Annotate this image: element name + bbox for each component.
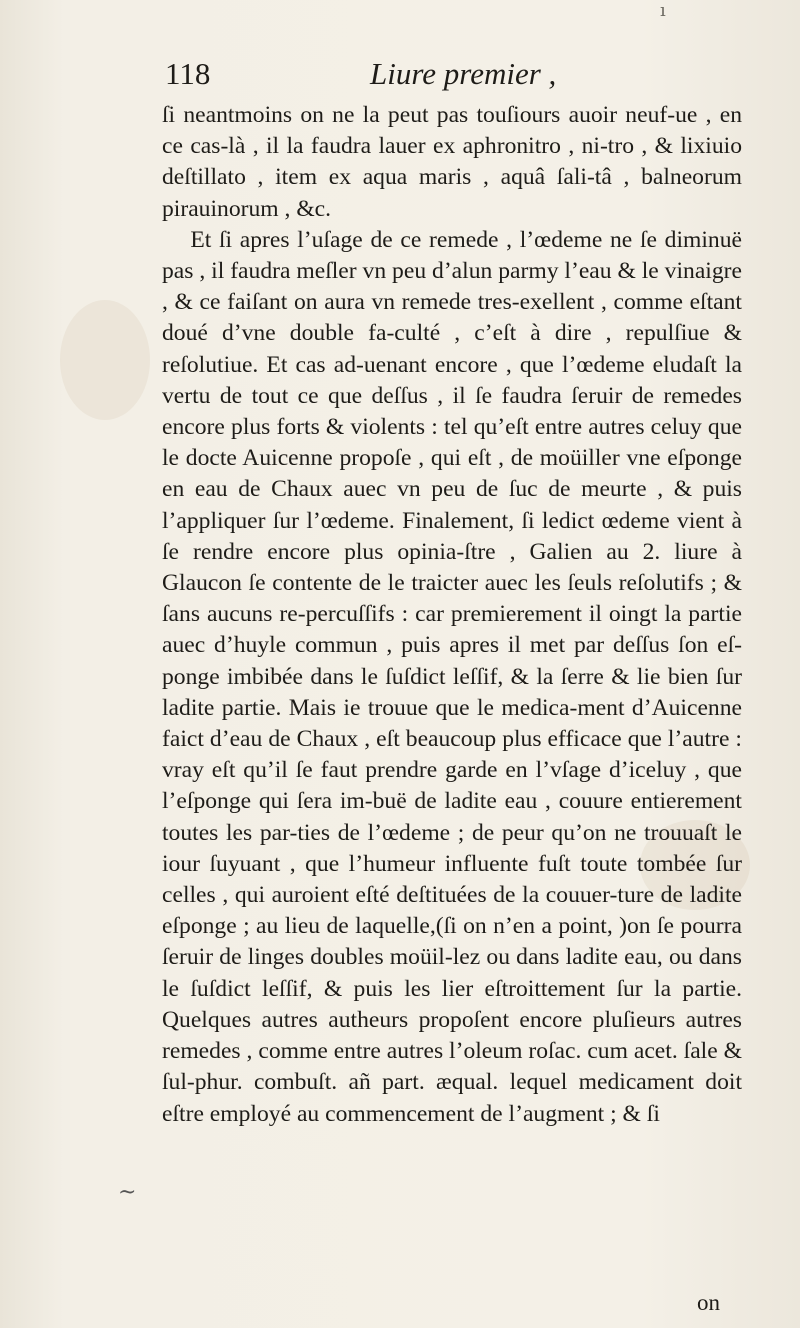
margin-mark-left: ~ <box>118 1180 137 1205</box>
paragraph: ſi neantmoins on ne la peut pas touſiours auoir neuf-ue , en ce cas-là , il la faudra lauer ex aphronitro , ni-tro , & lixiuio deſtillato , item ex aqua maris , aquâ ſali-tâ , balneorum pirauinorum , &c. <box>162 102 742 222</box>
foxing-stain <box>60 300 150 420</box>
margin-mark-top: ı <box>660 0 666 21</box>
paragraph: Et ſi apres l’uſage de ce remede , l’œdeme ne ſe diminuë pas , il faudra meſler vn peu d’alun parmy l’eau & le vinaigre , & ce faiſant on aura vn remede tres-exellent , comme eſtant doué d’vne double fa-culté , c’eſt à dire , repulſiue & reſolutiue. Et cas ad-uenant encore , que l’œdeme eludaſt la vertu de tout ce que deſſus , il ſe faudra ſeruir de remedes encore plus forts & violents : tel qu’eſt entre autres celuy que le docte Auicenne propoſe , qui eſt , de moüiller vne eſponge en eau de Chaux auec vn peu de ſuc de meurte , & puis l’appliquer ſur l’œdeme. Finalement, ſi ledict œdeme vient à ſe rendre encore plus opinia-ſtre , Galien au 2. liure à Glaucon ſe contente de le traicter auec les ſeuls reſolutifs ; & ſans aucuns re-percuſſifs : car premierement il oingt la partie auec d’huyle commun , puis apres il met par deſſus ſon eſ-ponge imbibée dans le ſuſdict leſſif, & la ſerre & lie bien ſur ladite partie. Mais ie trouue que le medica-ment d’Auicenne faict d’eau de Chaux , eſt beaucoup plus efficace que l’autre : vray eſt qu’il ſe faut prendre garde en l’vſage d’iceluy , que l’eſponge qui ſera im-buë de ladite eau , couure entierement toutes les par-ties de l’œdeme ; de peur qu’on ne trouuaſt le iour ſuyuant , que l’humeur influente fuſt toute tombée ſur celles , qui auroient eſté deſtituées de la couuer-ture de ladite eſponge ; au lieu de laquelle,(ſi on n’en a point, )on ſe pourra ſeruir de linges doubles moüil-lez ou dans ladite eau, ou dans le ſuſdict leſſif, & puis les lier eſtroittement ſur la partie. Quelques autres autheurs propoſent encore pluſieurs autres remedes , comme entre autres l’oleum roſac. cum acet. ſale & ſul-phur. combuſt. añ part. æqual. lequel medicament doit eſtre employé au commencement de l’augment ; & ſi <box>162 226 742 1127</box>
page-header <box>165 56 585 96</box>
page-number: 118 <box>165 56 211 91</box>
body-text <box>162 100 742 1130</box>
catchword: on <box>697 1290 720 1315</box>
running-title: Liure premier , <box>370 56 557 91</box>
